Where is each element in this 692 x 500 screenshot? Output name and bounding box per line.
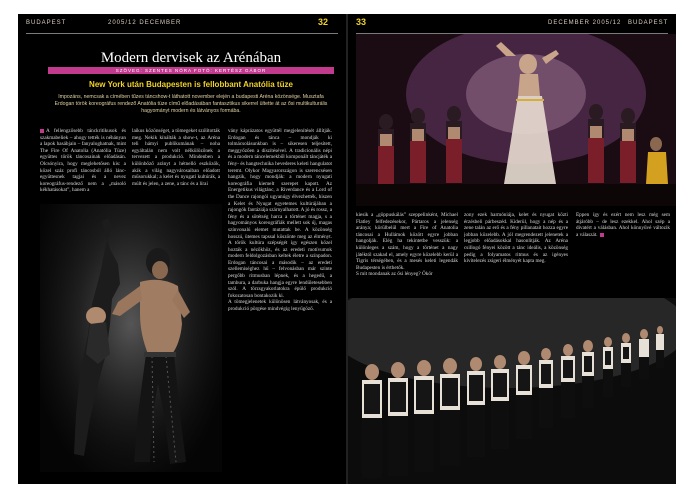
lead-paragraph: Impozáns, nemcsak a címében tűzes táncshow-t láthatott november elején a budapesti Aréna közönsége. Musztafa Erdogan török koreográfus rendező Anatólia tüze című előadásában fantasztikus sikerrel ültette át az ősi multikulturális hagyományt modern és látványos formába. [54,94,328,114]
column-3-closing-text: A tömegjelenetek különösen látványosak, és a produkció pörgése mindvégig lenyűgöző. [228,299,332,313]
dancing-couple-illustration [40,204,222,472]
column-1-text: A fellengzősebb tánckritikusok és szakmabeliek – ahogy tették is néhányan a lapok hasábjain – fanyaloghatnak, mint The Fire Of Anatolia (Anatólia Tüze) együttes török táncosainak előadásán. Olcsónyira, hogy meglehetősen kis: a közel száz profi táncosból álló lánc-együttesnek tagjai és a nevez koreográfus-rendező nem a „másoló kékhatásokat”, hanem a [40,128,126,194]
running-head-date [108,20,181,32]
header-rule [26,33,338,34]
end-marker-icon [600,233,604,237]
column-right-2-text: zony ezek harmóniája, kelet és nyugat közti érzésbeli párbeszéd. Kiderül, hogy a nép és a zene talán az erő és a fény pillanatait hozza egyre jobban közelebb. A jól megrendezett jelenetek a legjobb előadásokkal hasonlítják. Az Aréna csillogó fényei között a tánc ideális, a közönség pedig a folyamatos ritmus és az igényes kivitelezés zsigeri élményét kapta meg. [464,212,568,265]
photo-dancer-line [348,298,676,484]
article-subtitle: New York után Budapesten is fellobbant Anatólia tüze [89,80,293,89]
running-head-date-right [548,20,621,32]
column-2-text: laikus közönséget, a tömegeket szólították meg. Nekik kínálták a show-t, az Aréna teli hámyi publikumának – noha egyáltalán nem volt nélkülözőnek a tervezett a produkció. Mindenben a különböző arányt a hétnelló eszközök, akik a világ nagyvárosaiban előadott műsorukkal; a kelet és nyugati kultúrák, a múlt és jelen, a zene, a tánc és a lírai [132,128,220,187]
running-head-left [26,20,66,32]
running-head-city: BUDAPEST [628,20,669,26]
magazine-spread [18,14,676,484]
running-head-issue: 2005/12 DECEMBER [108,20,182,26]
text-column-1 [40,128,126,204]
page-number: 33 [356,17,367,27]
text-column-3 [228,128,332,464]
column-3-text: vány káprázatos együttél megjelenítését állítják. Erdogan és tánca – mondják ki tolmácsolásunkban is – sikeresen teljesített, meggyőzően a díszítésével. A tradicionális népi és a modern táncelemekből komponált táncjáték a fény- és hangtechnika hevederes keleti hangulatot teremt. Olykor Magyarországon is szerencsésen hangzik, hogy mondják: a modern nyugati koreográfia kiemelt szerepet kapott. Az Energetikus világtánc, a Riverdance és a Lord of the Dance rajongói ugyanúgy élvezhették, hiszen a Kelet és Nyugat egyetemes kultúrájában a rajongók fantáziája szárnyalhatott. A jó és rossz, a fény és a sötétség harca a történet magja, s a hagyományos koreográfiák mellett sok új, magas színvonalú elemet mutattak be. A közönség hosszú, ütemes tapssal köszönte meg az élményt. A török kultúra szépségét így egészen közel hozták a nézőkhöz, és az eredeti motívumok modern feldolgozásban keltek életre a színpadon. Erdogan táncosai a második – az eredeti szellemiséghez hű – felvonásban már szinte pergőbb ritmusban lépnek, és a hegedű, a tambura, a darbuka hangja egyre lendületesebben szól. A törzsgyakorlatokra épülő produkció fokozatosan bontakozik ki. [228,128,332,299]
article-title: Modern dervisek az Arénában [100,50,282,66]
right-page [348,14,676,484]
byline-bar: SZÖVEG: SZENTES NÓRA FOTÓ: KERTÉSZ GÁBOR [48,67,334,74]
text-column-right-3 [576,212,670,252]
section-marker-icon [40,129,44,133]
page-number: 32 [318,17,329,27]
text-column-2 [132,128,220,204]
column-right-1-text: kiesik a „göppuskálás” szeppelinként, Michael Flatley felfedezésekor, Pártaros a jelenség aránya; körülbelül mert a Fire of Anatolia táncosai a Hullámok között egyre jobban hangolják. Elég ha tekintetbe vesszük: a különleges a szám, hogy a történet a nagy játéktól szakad el, amely egyre közelebb kerül a Tigris térségében, és a mesés keleti legendák Budapesten is érthetők. [356,212,458,271]
photo-dancing-couple [40,204,222,472]
running-head-city: BUDAPEST [26,20,67,26]
page-number-left [318,17,328,29]
text-column-right-2 [464,212,568,296]
column-right-1-closing-text: S mit mondanak az ősi lényeg? Ökör [356,271,433,278]
running-head-issue: DECEMBER 2005/12 [548,20,622,26]
text-column-right-1 [356,212,458,296]
left-page [18,14,346,484]
running-head-right [628,20,668,32]
photo-stage-performance [356,34,676,206]
stage-performance-illustration [356,34,676,206]
page-number-right [356,17,366,29]
dancer-line-illustration [348,298,676,484]
column-right-3-text: Éppen így és ezért nem lesz még sem átjáróbb – de lesz ezekkel. Ahol szép a divatért a válásban. Ahol könnyűvé változik a válaszát. [576,212,670,238]
